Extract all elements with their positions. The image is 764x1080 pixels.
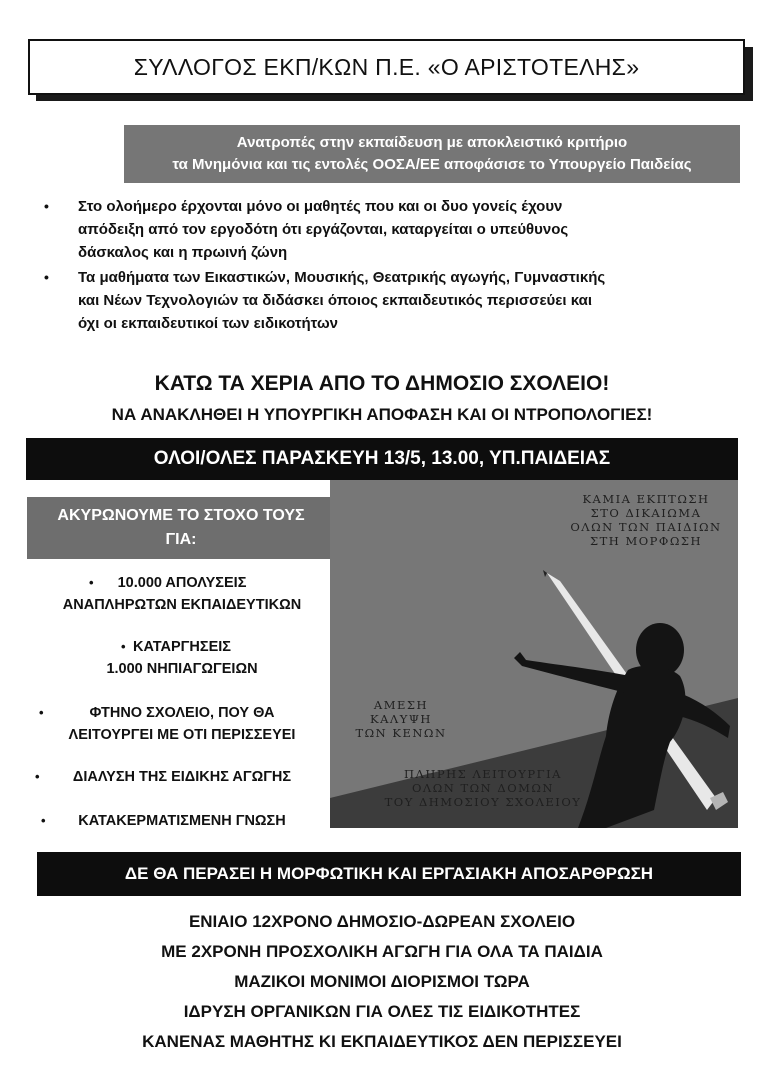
poster-line: ΤΟΥ ΔΗΜΟΣΙΟΥ ΣΧΟΛΕΙΟΥ bbox=[384, 795, 582, 809]
bullet-dot: • bbox=[121, 639, 126, 654]
cancel-heading bbox=[27, 497, 335, 559]
intro-banner bbox=[124, 125, 740, 183]
measure-line: και Νέων Τεχνολογιών τα διδάσκει όποιος εκπαιδευτικός περισσεύει και bbox=[78, 292, 592, 309]
poster-line: ΟΛΩΝ ΤΩΝ ΔΟΜΩΝ bbox=[411, 781, 554, 795]
poster-line: ΟΛΩΝ ΤΩΝ ΠΑΙΔΙΩΝ bbox=[570, 520, 722, 534]
demand-item: ΚΑΝΕΝΑΣ ΜΑΘΗΤΗΣ ΚΙ ΕΚΠΑΙΔΕΥΤΙΚΟΣ ΔΕΝ ΠΕΡΙΣΣΕΥΕΙ bbox=[142, 1032, 622, 1051]
poster-illustration bbox=[330, 480, 738, 828]
cancel-item-line: 1.000 ΝΗΠΙΑΓΩΓΕΙΩΝ bbox=[106, 661, 258, 677]
cancel-item-line: ΚΑΤΑΡΓΗΣΕΙΣ bbox=[133, 639, 231, 655]
measure-line: • Στο ολοήμερο έρχονται μόνο οι μαθητές που και οι δυο γονείς έχουν bbox=[78, 198, 563, 215]
measure-item-2 bbox=[40, 266, 740, 335]
poster-line: ΚΑΜΙΑ ΕΚΠΤΩΣΗ bbox=[582, 492, 710, 506]
event-banner: ΟΛΟΙ/ΟΛΕΣ ΠΑΡΑΣΚΕΥΗ 13/5, 13.00, ΥΠ.ΠΑΙΔΕΙΑΣ bbox=[26, 438, 738, 480]
bullet-dot: • bbox=[41, 813, 46, 828]
intro-banner-line-1: Ανατροπές στην εκπαίδευση με αποκλειστικό κριτήριο bbox=[236, 134, 628, 151]
cancel-heading-line-2: ΓΙΑ: bbox=[165, 531, 197, 548]
poster-line: ΠΛΗΡΗΣ ΛΕΙΤΟΥΡΓΙΑ bbox=[404, 767, 562, 781]
cancel-item-line: ΑΝΑΠΛΗΡΩΤΩΝ ΕΚΠΑΙΔΕΥΤΙΚΩΝ bbox=[62, 597, 302, 613]
closing-banner: ΔΕ ΘΑ ΠΕΡΑΣΕΙ Η ΜΟΡΦΩΤΙΚΗ ΚΑΙ ΕΡΓΑΣΙΑΚΗ ΑΠΟΣΑΡΘΡΩΣΗ bbox=[37, 852, 741, 896]
demand-item: ΜΑΖΙΚΟΙ ΜΟΝΙΜΟΙ ΔΙΟΡΙΣΜΟΙ ΤΩΡΑ bbox=[234, 972, 530, 991]
poster-line: ΣΤΗ ΜΟΡΦΩΣΗ bbox=[589, 534, 703, 548]
measure-item-1 bbox=[40, 195, 740, 264]
measure-line: απόδειξη από τον εργοδότη ότι εργάζονται, καταργείται ο υπεύθυνος bbox=[78, 221, 569, 238]
poster-top-text bbox=[558, 492, 734, 548]
demand-item: ΙΔΡΥΣΗ ΟΡΓΑΝΙΚΩΝ ΓΙΑ ΟΛΕΣ ΤΙΣ ΕΙΔΙΚΟΤΗΤΕΣ bbox=[183, 1002, 581, 1021]
poster-line: ΑΜΕΣΗ ΚΑΛΥΨΗ bbox=[370, 698, 432, 726]
intro-banner-line-2: τα Μνημόνια και τις εντολές ΟΟΣΑ/ΕΕ αποφάσισε το Υπουργείο Παιδείας bbox=[172, 156, 692, 173]
demand-item: ΕΝΙΑΙΟ 12ΧΡΟΝΟ ΔΗΜΟΣΙΟ-ΔΩΡΕΑΝ ΣΧΟΛΕΙΟ bbox=[188, 912, 576, 931]
measure-line: δάσκαλος και η πρωινή ζώνη bbox=[78, 244, 288, 261]
bullet-dot: • bbox=[89, 575, 94, 590]
cancel-item-line: ΛΕΙΤΟΥΡΓΕΙ ΜΕ ΟΤΙ ΠΕΡΙΣΣΕΥΕΙ bbox=[68, 727, 296, 743]
cancel-list bbox=[27, 572, 337, 832]
poster-line: ΣΤΟ ΔΙΚΑΙΩΜΑ bbox=[590, 506, 702, 520]
cancel-item-4 bbox=[27, 766, 337, 788]
cancel-item-3 bbox=[27, 702, 337, 746]
demand-item: ΜΕ 2ΧΡΟΝΗ ΠΡΟΣΧΟΛΙΚΗ ΑΓΩΓΗ ΓΙΑ ΟΛΑ ΤΑ ΠΑΙΔΙΑ bbox=[161, 942, 603, 961]
cancel-item-1 bbox=[27, 572, 337, 616]
poster-left-text bbox=[342, 698, 460, 740]
cancel-heading-line-1: ΑΚΥΡΩΝΟΥΜΕ ΤΟ ΣΤΟΧΟ ΤΟΥΣ bbox=[57, 507, 305, 524]
cancel-item-line: ΦΤΗΝΟ ΣΧΟΛΕΙΟ, ΠΟΥ ΘΑ bbox=[89, 705, 275, 721]
union-header-title: ΣΥΛΛΟΓΟΣ ΕΚΠ/ΚΩΝ Π.Ε. «Ο ΑΡΙΣΤΟΤΕΛΗΣ» bbox=[28, 39, 745, 95]
measure-line: όχι οι εκπαιδευτικοί των ειδικοτήτων bbox=[78, 315, 338, 332]
bullet-dot: • bbox=[39, 705, 44, 720]
cancel-item-line: 10.000 ΑΠΟΛΥΣΕΙΣ bbox=[117, 575, 247, 591]
poster-bottom-text bbox=[378, 767, 588, 809]
bullet-dot: • bbox=[35, 769, 40, 784]
poster-line: ΤΩΝ ΚΕΝΩΝ bbox=[355, 726, 447, 740]
measure-line: • Τα μαθήματα των Εικαστικών, Μουσικής, Θεατρικής αγωγής, Γυμναστικής bbox=[78, 269, 606, 286]
secondary-slogan: ΝΑ ΑΝΑΚΛΗΘΕΙ Η ΥΠΟΥΡΓΙΚΗ ΑΠΟΦΑΣΗ ΚΑΙ ΟΙ ΝΤΡΟΠΟΛΟΓΙΕΣ! bbox=[111, 405, 653, 424]
cancel-item-5 bbox=[27, 810, 337, 832]
cancel-item-2 bbox=[27, 636, 337, 680]
demands-list bbox=[0, 907, 764, 1057]
cancel-item-line: ΚΑΤΑΚΕΡΜΑΤΙΣΜΕΝΗ ΓΝΩΣΗ bbox=[78, 813, 286, 829]
main-slogan: ΚΑΤΩ ΤΑ ΧΕΡΙΑ ΑΠΟ ΤΟ ΔΗΜΟΣΙΟ ΣΧΟΛΕΙΟ! bbox=[154, 372, 610, 395]
cancel-item-line: ΔΙΑΛΥΣΗ ΤΗΣ ΕΙΔΙΚΗΣ ΑΓΩΓΗΣ bbox=[72, 769, 292, 785]
measures-list bbox=[40, 195, 740, 337]
